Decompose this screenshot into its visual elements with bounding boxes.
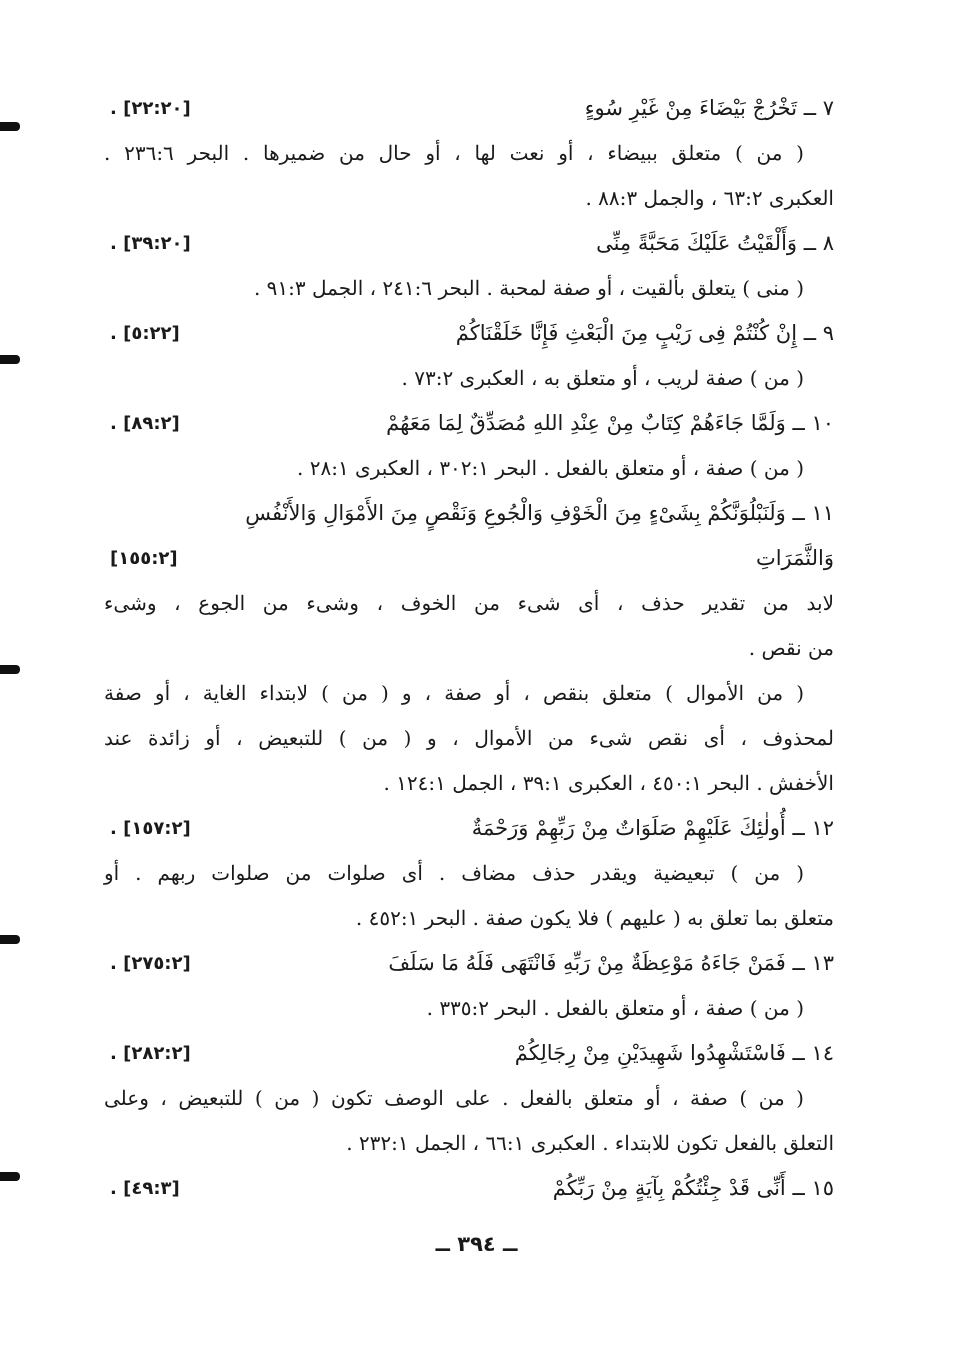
edge-mark [0,665,20,674]
note-line: العكبرى ٦٣:٢ ، والجمل ٨٨:٣ . [585,186,834,210]
verse-reference: [٢٢:٢٠] . [110,98,191,119]
verse-text: ١١ ــ وَلَنَبْلُوَنَّكُمْ بِشَىْءٍ مِنَ الْخَوْفِ وَالْجُوعِ وَنَقْصٍ مِنَ الأَمْوَالِ وَالأَنْفُسِ [245,501,834,525]
entry-heading [104,491,834,536]
verse-reference: [١٥٧:٢] . [110,818,191,839]
note-line: ( من ) صفة ، أو متعلق بالفعل . على الوصف تكون ( من ) للتبعيض ، وعلى [104,1086,804,1110]
note-line: متعلق بما تعلق به ( عليهم ) فلا يكون صفة . البحر ٤٥٢:١ . [355,906,834,930]
note-line: ( من ) صفة لريب ، أو متعلق به ، العكبرى ٧٣:٢ . [401,366,804,390]
entry-heading [104,311,834,356]
note-line: التعلق بالفعل تكون للابتداء . العكبرى ٦٦:١ ، الجمل ٢٣٢:١ . [346,1131,834,1155]
edge-mark [0,355,20,364]
entry-heading [104,806,834,851]
verse-text: ١٤ ــ فَاسْتَشْهِدُوا شَهِيدَيْنِ مِنْ رِجَالِكُمْ [514,1041,834,1065]
note-line: ( من ) متعلق ببيضاء ، أو نعت لها ، أو حال من ضميرها . البحر ٢٣٦:٦ . [104,141,804,165]
note-line: ( من ) صفة ، أو متعلق بالفعل . البحر ٣٣٥:٢ . [426,996,804,1020]
entry-heading [104,1166,834,1211]
note-line: لمحذوف ، أى نقص شىء من الأموال ، و ( من ) للتبعيض ، أو زائدة عند [104,726,834,750]
verse-text: ١٣ ــ فَمَنْ جَاءَهُ مَوْعِظَةٌ مِنْ رَبِّهِ فَانْتَهَى فَلَهُ مَا سَلَفَ [388,951,834,975]
note-line: لابد من تقدير حذف ، أى شىء من الخوف ، وشىء من الجوع ، وشىء [104,591,834,615]
verse-text-continued: وَالثَّمَرَاتِ [755,546,834,570]
note-line: ( منى ) يتعلق بألقيت ، أو صفة لمحبة . البحر ٢٤١:٦ ، الجمل ٩١:٣ . [253,276,804,300]
note-line: ( من ) تبعيضية ويقدر حذف مضاف . أى صلوات من صلوات ربهم . أو [104,861,804,885]
entry-heading [104,86,834,131]
entry-heading [104,1031,834,1076]
edge-mark [0,122,20,131]
entry-heading [104,401,834,446]
page-number: ــ ٣٩٤ ــ [435,1232,518,1256]
note-line: من نقص . [748,636,834,660]
entry-heading [104,221,834,266]
verse-reference: [٨٩:٢] . [110,413,180,434]
verse-text: ٨ ــ وَأَلْقَيْتُ عَلَيْكَ مَحَبَّةً مِنِّى [596,231,834,255]
verse-reference: [٥:٢٢] . [110,323,180,344]
note-line: ( من ) صفة ، أو متعلق بالفعل . البحر ٣٠٢:١ ، العكبرى ٢٨:١ . [297,456,804,480]
verse-reference: [٤٩:٣] . [110,1178,180,1199]
verse-text: ١٠ ــ وَلَمَّا جَاءَهُمْ كِتَابٌ مِنْ عِنْدِ اللهِ مُصَدِّقٌ لِمَا مَعَهُمْ [386,411,834,435]
page-content [104,86,834,1211]
verse-reference: [٢٨٢:٢] . [110,1043,191,1064]
note-line: الأخفش . البحر ٤٥٠:١ ، العكبرى ٣٩:١ ، الجمل ١٢٤:١ . [383,771,834,795]
entry-heading [104,941,834,986]
verse-text: ١٢ ــ أُولٰئِكَ عَلَيْهِمْ صَلَوَاتٌ مِنْ رَبِّهِمْ وَرَحْمَةٌ [471,816,834,840]
verse-reference: [٢٧٥:٢] . [110,953,191,974]
verse-text: ١٥ ــ أَنِّى قَدْ جِئْتُكُمْ بِآيَةٍ مِنْ رَبِّكُمْ [552,1176,834,1200]
verse-text: ٩ ــ إِنْ كُنْتُمْ فِى رَيْبٍ مِنَ الْبَعْثِ فَإِنَّا خَلَقْنَاكُمْ [455,321,834,345]
edge-mark [0,935,20,944]
entry-heading-continued [104,536,834,581]
verse-reference: [١٥٥:٢] [110,548,178,569]
verse-reference: [٣٩:٢٠] . [110,233,191,254]
verse-text: ٧ ــ تَخْرُجْ بَيْضَاءَ مِنْ غَيْرِ سُوءٍ [584,96,834,120]
edge-mark [0,1172,20,1181]
note-line: ( من الأموال ) متعلق بنقص ، أو صفة ، و ( من ) لابتداء الغاية ، أو صفة [104,681,804,705]
